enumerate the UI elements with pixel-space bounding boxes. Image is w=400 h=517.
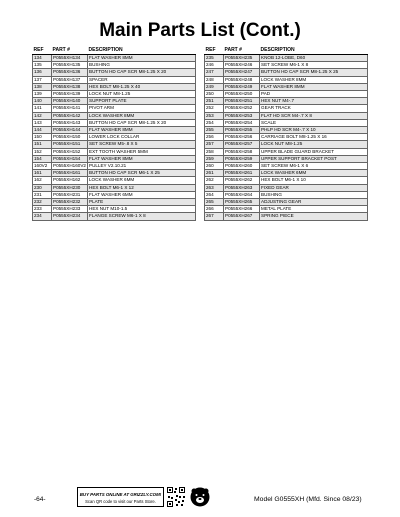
table-row xyxy=(205,141,368,148)
ref-cell: 248 xyxy=(205,76,224,83)
description-cell: SET SCREW M6-1 X 6 xyxy=(260,163,368,170)
table-row xyxy=(33,170,196,177)
part-number-cell: P0555XH255 xyxy=(224,127,260,134)
description-cell: FLANGE SCREW M6-1 X 8 xyxy=(88,213,196,220)
part-number-cell: P0555XH248 xyxy=(224,76,260,83)
part-number-cell: P0555XH253 xyxy=(224,112,260,119)
table-row xyxy=(205,112,368,119)
description-cell: BUTTON HD CAP SCR M8-1.25 X 20 xyxy=(88,119,196,126)
part-number-cell: P0555XH249 xyxy=(224,83,260,90)
header-ref: REF xyxy=(205,46,224,55)
part-number-cell: P0555XH247 xyxy=(224,69,260,76)
part-number-cell: P0555XH135 xyxy=(52,62,88,69)
table-row xyxy=(33,177,196,184)
part-number-cell: P0555XH261 xyxy=(224,170,260,177)
table-row xyxy=(33,62,196,69)
table-row xyxy=(205,91,368,98)
table-row xyxy=(205,199,368,206)
description-cell: SPACER xyxy=(88,76,196,83)
ref-cell: 234 xyxy=(33,213,52,220)
model-info: Model G0555XH (Mfd. Since 08/23) xyxy=(254,496,362,503)
table-row xyxy=(33,148,196,155)
part-number-cell: P0555XH262 xyxy=(224,177,260,184)
ref-cell: 160V2 xyxy=(33,163,52,170)
description-cell: SET SCREW M5-.8 X 5 xyxy=(88,141,196,148)
grizzly-bear-logo-icon xyxy=(189,487,211,507)
parts-promo-box[interactable] xyxy=(77,487,164,507)
promo-subtext: Scan QR code to visit our Parts Store. xyxy=(85,499,156,504)
description-cell: HEX BOLT M6-1 X 10 xyxy=(260,177,368,184)
table-row xyxy=(33,155,196,162)
part-number-cell: P0555XH263 xyxy=(224,184,260,191)
table-row xyxy=(205,83,368,90)
part-number-cell: P0555XH134 xyxy=(52,55,88,62)
description-cell: PAD xyxy=(260,91,368,98)
description-cell: ADJUSTING GEAR xyxy=(260,199,368,206)
ref-cell: 150 xyxy=(33,134,52,141)
description-cell: LOCK WASHER 6MM xyxy=(260,170,368,177)
description-cell: SET SCREW M6-1 X 8 xyxy=(260,62,368,69)
table-row xyxy=(205,55,368,62)
table-row xyxy=(33,55,196,62)
ref-cell: 154 xyxy=(33,155,52,162)
ref-cell: 256 xyxy=(205,134,224,141)
table-row xyxy=(33,105,196,112)
description-cell: HEX BOLT M6-1 X 12 xyxy=(88,184,196,191)
table-row xyxy=(33,141,196,148)
description-cell: FLAT HD SCR M4-.7 X 8 xyxy=(260,112,368,119)
ref-cell: 232 xyxy=(33,199,52,206)
ref-cell: 251 xyxy=(205,98,224,105)
ref-cell: 136 xyxy=(33,69,52,76)
description-cell: METAL PLATE xyxy=(260,206,368,213)
description-cell: PULLEY V2.10.21 xyxy=(88,163,196,170)
table-row xyxy=(33,83,196,90)
ref-cell: 267 xyxy=(205,213,224,220)
description-cell: FLAT WASHER 8MM xyxy=(88,127,196,134)
table-row xyxy=(33,112,196,119)
ref-cell: 252 xyxy=(205,105,224,112)
table-row xyxy=(33,184,196,191)
part-number-cell: P0555XH232 xyxy=(52,199,88,206)
description-cell: FIXED GEAR xyxy=(260,184,368,191)
ref-cell: 140 xyxy=(33,98,52,105)
part-number-cell: P0555XH142 xyxy=(52,112,88,119)
part-number-cell: P0555XH259 xyxy=(224,155,260,162)
ref-cell: 263 xyxy=(205,184,224,191)
ref-cell: 247 xyxy=(205,69,224,76)
part-number-cell: P0555XH256 xyxy=(224,134,260,141)
ref-cell: 137 xyxy=(33,76,52,83)
part-number-cell: P0555XH144 xyxy=(52,127,88,134)
description-cell: LOCK NUT M8-1.25 xyxy=(88,91,196,98)
header-part: PART # xyxy=(52,46,88,55)
table-row xyxy=(205,76,368,83)
description-cell: PLATE xyxy=(88,199,196,206)
ref-cell: 134 xyxy=(33,55,52,62)
part-number-cell: P0555XH152 xyxy=(52,148,88,155)
part-number-cell: P0555XH250 xyxy=(224,91,260,98)
ref-cell: 257 xyxy=(205,141,224,148)
table-row xyxy=(205,213,368,220)
description-cell: SCALE xyxy=(260,119,368,126)
description-cell: LOCK WASHER 8MM xyxy=(88,112,196,119)
part-number-cell: P0555XH230 xyxy=(52,184,88,191)
table-row xyxy=(33,134,196,141)
ref-cell: 266 xyxy=(205,206,224,213)
ref-cell: 139 xyxy=(33,91,52,98)
part-number-cell: P0555XH235 xyxy=(224,55,260,62)
ref-cell: 138 xyxy=(33,83,52,90)
description-cell: SPRING PIECE xyxy=(260,213,368,220)
table-row xyxy=(205,119,368,126)
ref-cell: 258 xyxy=(205,148,224,155)
description-cell: BUTTON HD CAP SCR M8-1.25 X 20 xyxy=(88,69,196,76)
description-cell: FLAT WASHER 8MM xyxy=(260,83,368,90)
table-row xyxy=(33,91,196,98)
table-row xyxy=(33,119,196,126)
description-cell: FLAT WASHER 8MM xyxy=(88,55,196,62)
table-row xyxy=(33,127,196,134)
table-header-row xyxy=(205,46,368,55)
header-description: DESCRIPTION xyxy=(88,46,196,55)
table-row xyxy=(205,69,368,76)
header-ref: REF xyxy=(33,46,52,55)
table-row xyxy=(205,184,368,191)
part-number-cell: P0555XH143 xyxy=(52,119,88,126)
part-number-cell: P0555XH137 xyxy=(52,76,88,83)
description-cell: LOCK WASHER 8MM xyxy=(260,76,368,83)
table-row xyxy=(205,191,368,198)
description-cell: UPPER SUPPORT BRACKET POST xyxy=(260,155,368,162)
table-row xyxy=(205,134,368,141)
part-number-cell: P0555XH162 xyxy=(52,177,88,184)
description-cell: HEX BOLT M8-1.25 X 40 xyxy=(88,83,196,90)
description-cell: HEX NUT M10-1.5 xyxy=(88,206,196,213)
part-number-cell: P0555XH136 xyxy=(52,69,88,76)
part-number-cell: P0555XH257 xyxy=(224,141,260,148)
part-number-cell: P0555XH150 xyxy=(52,134,88,141)
table-row xyxy=(33,69,196,76)
description-cell: HEX NUT M4-.7 xyxy=(260,98,368,105)
table-row xyxy=(205,163,368,170)
table-row xyxy=(205,105,368,112)
page-number: -64- xyxy=(34,496,46,503)
ref-cell: 231 xyxy=(33,191,52,198)
description-cell: KNOB 12-LOBE, D60 xyxy=(260,55,368,62)
part-number-cell: P0555XH252 xyxy=(224,105,260,112)
page-title: Main Parts List (Cont.) xyxy=(99,20,301,41)
ref-cell: 264 xyxy=(205,191,224,198)
description-cell: LOCK NUT M8-1.25 xyxy=(260,141,368,148)
part-number-cell: P0555XH160V2 xyxy=(53,163,86,169)
part-number-cell: P0555XH139 xyxy=(52,91,88,98)
part-number-cell: P0555XH266 xyxy=(224,206,260,213)
part-number-cell: P0555XH258 xyxy=(224,148,260,155)
description-cell: CARRIAGE BOLT M8-1.25 X 16 xyxy=(260,134,368,141)
table-row xyxy=(205,148,368,155)
ref-cell: 249 xyxy=(205,83,224,90)
ref-cell: 261 xyxy=(205,170,224,177)
table-row xyxy=(205,98,368,105)
table-row xyxy=(33,199,196,206)
description-cell: LOWER LOCK COLLAR xyxy=(88,134,196,141)
ref-cell: 259 xyxy=(205,155,224,162)
description-cell: BUSHING xyxy=(260,191,368,198)
description-cell: BUTTON HD CAP SCR M8-1.25 X 25 xyxy=(260,69,368,76)
table-row xyxy=(205,177,368,184)
ref-cell: 254 xyxy=(205,119,224,126)
ref-cell: 151 xyxy=(33,141,52,148)
ref-cell: 141 xyxy=(33,105,52,112)
table-row xyxy=(33,76,196,83)
part-number-cell: P0555XH140 xyxy=(52,98,88,105)
ref-cell: 161 xyxy=(33,170,52,177)
part-number-cell: P0555XH231 xyxy=(52,191,88,198)
parts-table-left xyxy=(32,46,196,221)
header-part: PART # xyxy=(224,46,260,55)
parts-table-right xyxy=(204,46,368,221)
promo-headline: BUY PARTS ONLINE AT GRIZZLY.COM! xyxy=(79,492,162,497)
table-row xyxy=(205,206,368,213)
header-description: DESCRIPTION xyxy=(260,46,368,55)
table-row xyxy=(205,127,368,134)
description-cell: UPPER BLADE GUARD BRACKET xyxy=(260,148,368,155)
part-number-cell: P0555XH246 xyxy=(224,62,260,69)
table-row xyxy=(33,206,196,213)
ref-cell: 250 xyxy=(205,91,224,98)
part-number-cell: P0555XH251 xyxy=(224,98,260,105)
part-number-cell: P0555XH233 xyxy=(52,206,88,213)
ref-cell: 260 xyxy=(205,163,224,170)
ref-cell: 230 xyxy=(33,184,52,191)
table-row xyxy=(205,155,368,162)
part-number-cell: P0555XH151 xyxy=(52,141,88,148)
description-cell: PHLP HD SCR M4-.7 X 10 xyxy=(260,127,368,134)
description-cell: EXT TOOTH WASHER 5MM xyxy=(88,148,196,155)
ref-cell: 152 xyxy=(33,148,52,155)
part-number-cell: P0555XH260 xyxy=(224,163,260,170)
description-cell: LOCK WASHER 6MM xyxy=(88,177,196,184)
ref-cell: 255 xyxy=(205,127,224,134)
table-row xyxy=(33,191,196,198)
part-number-cell: P0555XH254 xyxy=(224,119,260,126)
ref-cell: 262 xyxy=(205,177,224,184)
ref-cell: 235 xyxy=(205,55,224,62)
part-number-cell: P0555XH138 xyxy=(52,83,88,90)
table-header-row xyxy=(33,46,196,55)
description-cell: BUSHING xyxy=(88,62,196,69)
ref-cell: 142 xyxy=(33,112,52,119)
table-row xyxy=(33,163,196,170)
description-cell: BUTTON HD CAP SCR M6-1 X 25 xyxy=(88,170,196,177)
table-row xyxy=(205,170,368,177)
description-cell: GEAR TRACK xyxy=(260,105,368,112)
ref-cell: 162 xyxy=(33,177,52,184)
part-number-cell: P0555XH141 xyxy=(52,105,88,112)
ref-cell: 144 xyxy=(33,127,52,134)
table-row xyxy=(33,213,196,220)
part-number-cell: P0555XH264 xyxy=(224,191,260,198)
description-cell: PIVOT ARM xyxy=(88,105,196,112)
part-number-cell: P0555XH154 xyxy=(52,155,88,162)
page-footer xyxy=(0,484,400,517)
ref-cell: 233 xyxy=(33,206,52,213)
part-number-cell: P0555XH265 xyxy=(224,199,260,206)
description-cell: SUPPORT PLATE xyxy=(88,98,196,105)
ref-cell: 253 xyxy=(205,112,224,119)
table-row xyxy=(33,98,196,105)
ref-cell: 246 xyxy=(205,62,224,69)
ref-cell: 143 xyxy=(33,119,52,126)
description-cell: FLAT WASHER 8MM xyxy=(88,155,196,162)
description-cell: FLAT WASHER 6MM xyxy=(88,191,196,198)
part-number-cell: P0555XH161 xyxy=(52,170,88,177)
ref-cell: 135 xyxy=(33,62,52,69)
part-number-cell: P0555XH234 xyxy=(52,213,88,220)
qr-code-icon[interactable] xyxy=(166,486,186,508)
part-number-cell: P0555XH267 xyxy=(224,213,260,220)
table-row xyxy=(205,62,368,69)
ref-cell: 265 xyxy=(205,199,224,206)
